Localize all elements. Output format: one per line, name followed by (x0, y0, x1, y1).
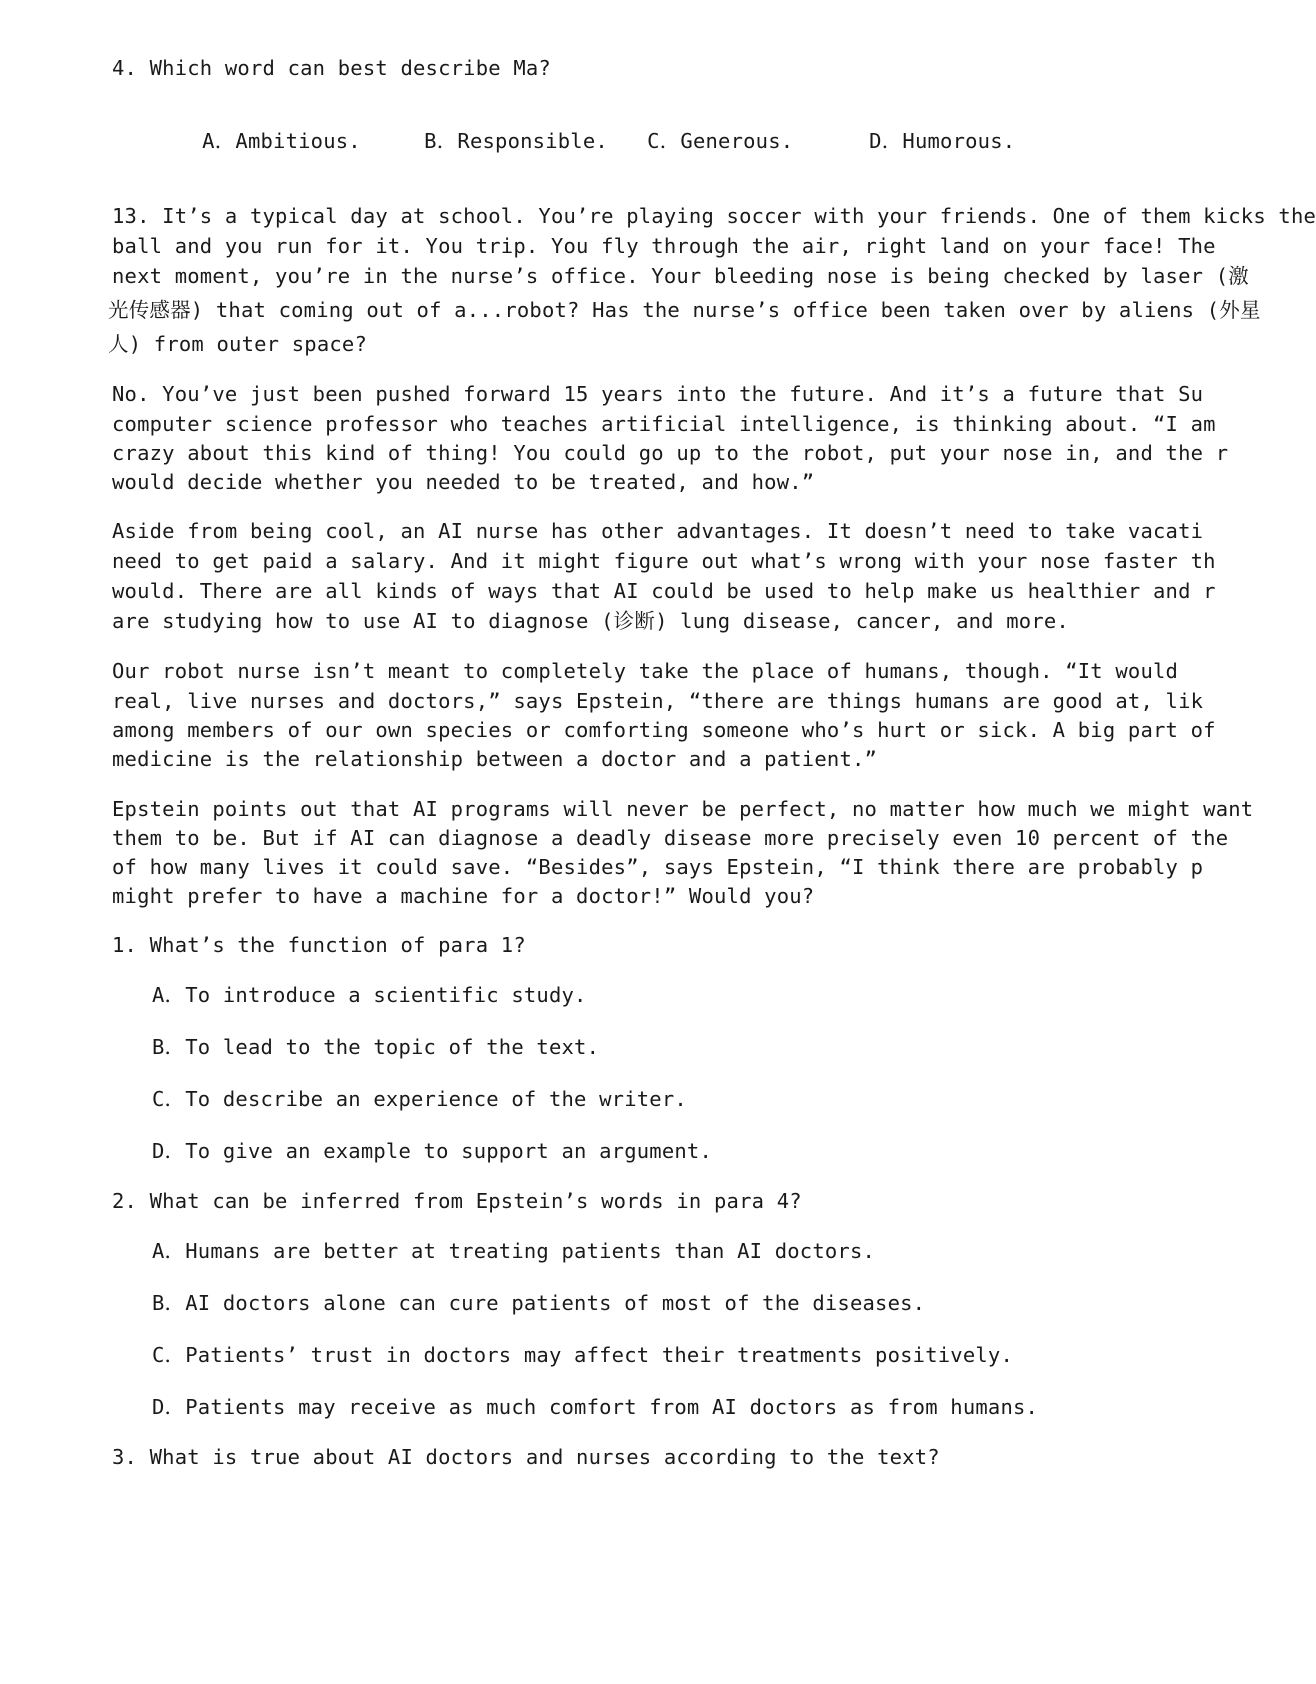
option-b: B．To lead to the topic of the text. (152, 1035, 600, 1059)
option-c: C．Generous. (647, 129, 794, 153)
passage-line: need to get paid a salary. And it might figure out what’s wrong with your nose faster th (112, 549, 1216, 573)
option-a: A．Humans are better at treating patients than AI doctors. (152, 1239, 876, 1263)
passage-line: No. You’ve just been pushed forward 15 years into the future. And it’s a future that Su (112, 382, 1204, 406)
passage-line: would. There are all kinds of ways that AI could be used to help make us healthier and r (112, 579, 1216, 603)
question-4-stem: 4. Which word can best describe Ma? (112, 56, 551, 80)
passage-line: medicine is the relationship between a doctor and a patient.” (112, 747, 878, 771)
question-stem: 3. What is true about AI doctors and nurses according to the text? (112, 1445, 940, 1469)
passage-line: computer science professor who teaches artificial intelligence, is thinking about. “I am (112, 412, 1216, 436)
passage-line: would decide whether you needed to be treated, and how.” (112, 470, 815, 494)
passage-line: ball and you run for it. You trip. You fly through the air, right land on your face! The (112, 234, 1216, 258)
passage-line: real, live nurses and doctors,” says Epstein, “there are things humans are good at, lik (112, 689, 1204, 713)
passage-line: 光传感器) that coming out of a...robot? Has the nurse’s office been taken over by aliens (外星 (108, 298, 1261, 322)
option-d: D．To give an example to support an argument. (152, 1139, 713, 1163)
option-a: A．To introduce a scientific study. (152, 983, 587, 1007)
passage-line: Our robot nurse isn’t meant to completely take the place of humans, though. “It would (112, 659, 1179, 683)
passage-line: 13. It’s a typical day at school. You’re playing soccer with your friends. One of them kicks the (112, 204, 1316, 228)
question-4-options (152, 105, 1015, 177)
option-c: C．Patients’ trust in doctors may affect their treatments positively. (152, 1343, 1014, 1367)
question-stem: 1. What’s the function of para 1? (112, 933, 526, 957)
option-b: B．Responsible. (424, 129, 608, 153)
passage-line: next moment, you’re in the nurse’s office. Your bleeding nose is being checked by laser (激 (112, 264, 1249, 288)
passage-line: might prefer to have a machine for a doctor!” Would you? (112, 884, 815, 908)
passage-line: Epstein points out that AI programs will never be perfect, no matter how much we might want (112, 797, 1254, 821)
option-d: D．Humorous. (869, 129, 1016, 153)
passage-line: are studying how to use AI to diagnose (诊断) lung disease, cancer, and more. (112, 609, 1069, 633)
option-a: A．Ambitious. (202, 129, 361, 153)
passage-line: crazy about this kind of thing! You could go up to the robot, put your nose in, and the r (112, 441, 1229, 465)
passage-line: of how many lives it could save. “Besides”, says Epstein, “I think there are probably p (112, 855, 1204, 879)
option-c: C．To describe an experience of the writer. (152, 1087, 687, 1111)
passage-line: 人) from outer space? (108, 332, 367, 356)
option-d: D．Patients may receive as much comfort from AI doctors as from humans. (152, 1395, 1039, 1419)
passage-line: them to be. But if AI can diagnose a deadly disease more precisely even 10 percent of the (112, 826, 1229, 850)
question-stem: 2. What can be inferred from Epstein’s words in para 4? (112, 1189, 802, 1213)
passage-line: Aside from being cool, an AI nurse has other advantages. It doesn’t need to take vacati (112, 519, 1204, 543)
passage-line: among members of our own species or comforting someone who’s hurt or sick. A big part of (112, 718, 1216, 742)
option-b: B．AI doctors alone can cure patients of most of the diseases. (152, 1291, 926, 1315)
